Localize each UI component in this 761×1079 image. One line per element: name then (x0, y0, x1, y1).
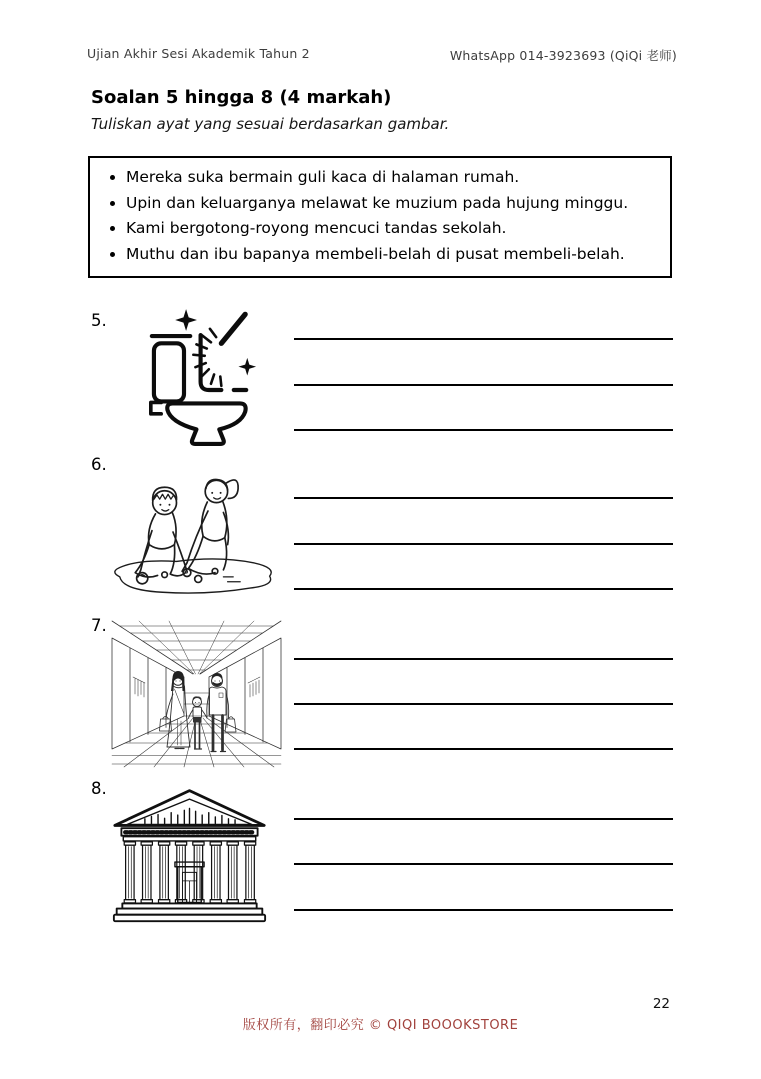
page-number: 22 (652, 996, 670, 1012)
answer-line (294, 818, 673, 820)
answer-bank-item: • Muthu dan ibu bapanya membeli-belah di pusat membeli-belah. (126, 242, 662, 268)
question-6-image-children-playing-marbles (103, 466, 285, 603)
page-header (87, 46, 677, 64)
answer-bank-item: • Mereka suka bermain guli kaca di halaman rumah. (126, 165, 662, 191)
question-5-number: 5. (91, 311, 107, 330)
answer-bank-item: • Kami bergotong-royong mencuci tandas sekolah. (126, 216, 662, 242)
question-8-number: 8. (91, 779, 107, 798)
answer-line (294, 658, 673, 660)
answer-line (294, 588, 673, 590)
question-8-image-museum-building (112, 786, 267, 924)
header-right-text: WhatsApp 014-3923693 (QiQi 老师) (449, 48, 677, 63)
answer-line (294, 429, 673, 431)
sparkle-icon (175, 309, 197, 331)
answer-bank-list (104, 165, 662, 267)
answer-line (294, 543, 673, 545)
answer-line (294, 863, 673, 865)
answer-bank-item: • Upin dan keluarganya melawat ke muzium pada hujung minggu. (126, 191, 662, 217)
question-7-image-family-shopping-mall (108, 618, 285, 768)
answer-bank-box (88, 156, 672, 278)
copyright-notice: 版权所有，翻印必究 © QIQI BOOOKSTORE (242, 1018, 519, 1033)
answer-line (294, 497, 673, 499)
question-6-number: 6. (91, 455, 107, 474)
answer-line (294, 384, 673, 386)
answer-line (294, 703, 673, 705)
section-title: Soalan 5 hingga 8 (4 markah) (91, 87, 392, 108)
answer-line (294, 748, 673, 750)
answer-line (294, 909, 673, 911)
header-left-text: Ujian Akhir Sesi Akademik Tahun 2 (87, 46, 310, 61)
section-instruction: Tuliskan ayat yang sesuai berdasarkan gambar. (91, 115, 450, 133)
sparkle-icon (238, 358, 256, 376)
question-7-number: 7. (91, 616, 107, 635)
question-5-image-toilet-cleaning (138, 306, 258, 446)
answer-line (294, 338, 673, 340)
